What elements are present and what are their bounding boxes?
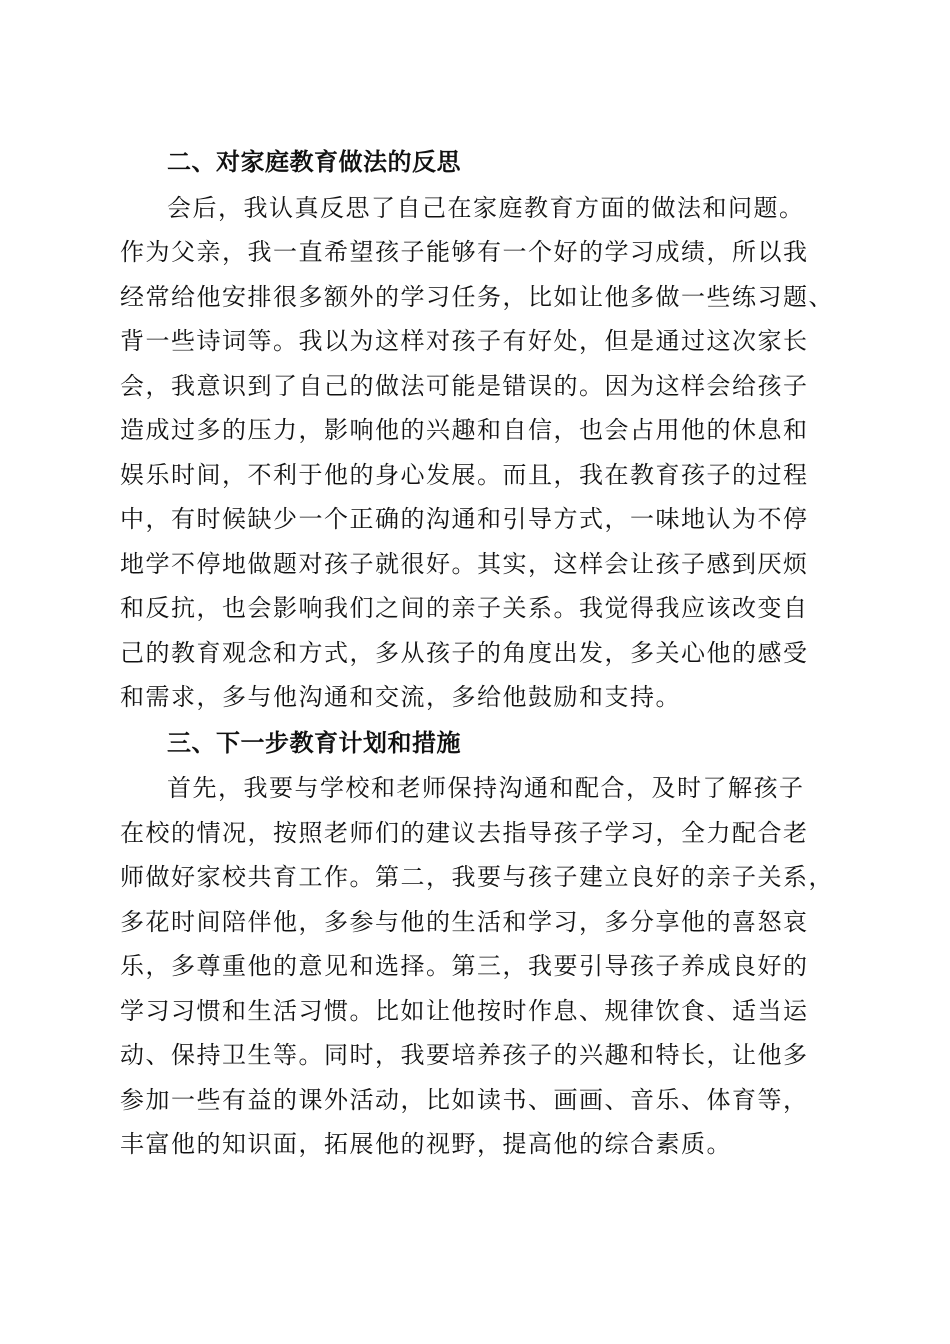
paragraph-line: 参加一些有益的课外活动，比如读书、画画、音乐、体育等， — [120, 1086, 809, 1114]
paragraph-line: 乐，多尊重他的意见和选择。第三，我要引导孩子养成良好的 — [120, 952, 809, 980]
paragraph-line: 和需求，多与他沟通和交流，多给他鼓励和支持。 — [120, 683, 681, 711]
paragraph-line: 造成过多的压力，影响他的兴趣和自信，也会占用他的休息和 — [120, 416, 809, 444]
paragraph-line: 会后，我认真反思了自己在家庭教育方面的做法和问题。 — [167, 194, 805, 222]
section-heading-plan: 三、下一步教育计划和措施 — [167, 729, 461, 757]
paragraph-line: 和反抗，也会影响我们之间的亲子关系。我觉得我应该改变自 — [120, 594, 809, 622]
paragraph-line: 首先，我要与学校和老师保持沟通和配合，及时了解孩子 — [167, 774, 805, 802]
paragraph-line: 师做好家校共育工作。第二，我要与孩子建立良好的亲子关系， — [120, 863, 834, 891]
section-heading-reflection: 二、对家庭教育做法的反思 — [167, 148, 461, 176]
paragraph-line: 背一些诗词等。我以为这样对孩子有好处，但是通过这次家长 — [120, 327, 809, 355]
paragraph-line: 作为父亲，我一直希望孩子能够有一个好的学习成绩，所以我 — [120, 238, 809, 266]
paragraph-line: 会，我意识到了自己的做法可能是错误的。因为这样会给孩子 — [120, 372, 809, 400]
paragraph-line: 娱乐时间，不利于他的身心发展。而且，我在教育孩子的过程 — [120, 461, 809, 489]
paragraph-line: 动、保持卫生等。同时，我要培养孩子的兴趣和特长，让他多 — [120, 1041, 809, 1069]
paragraph-line: 己的教育观念和方式，多从孩子的角度出发，多关心他的感受 — [120, 639, 809, 667]
paragraph-line: 经常给他安排很多额外的学习任务，比如让他多做一些练习题、 — [120, 283, 834, 311]
paragraph-line: 学习习惯和生活习惯。比如让他按时作息、规律饮食、适当运 — [120, 997, 809, 1025]
paragraph-line: 中，有时候缺少一个正确的沟通和引导方式，一味地认为不停 — [120, 505, 809, 533]
paragraph-line: 丰富他的知识面，拓展他的视野，提高他的综合素质。 — [120, 1130, 732, 1158]
paragraph-line: 地学不停地做题对孩子就很好。其实，这样会让孩子感到厌烦 — [120, 550, 809, 578]
paragraph-line: 多花时间陪伴他，多参与他的生活和学习，多分享他的喜怒哀 — [120, 908, 809, 936]
paragraph-line: 在校的情况，按照老师们的建议去指导孩子学习，全力配合老 — [120, 819, 809, 847]
